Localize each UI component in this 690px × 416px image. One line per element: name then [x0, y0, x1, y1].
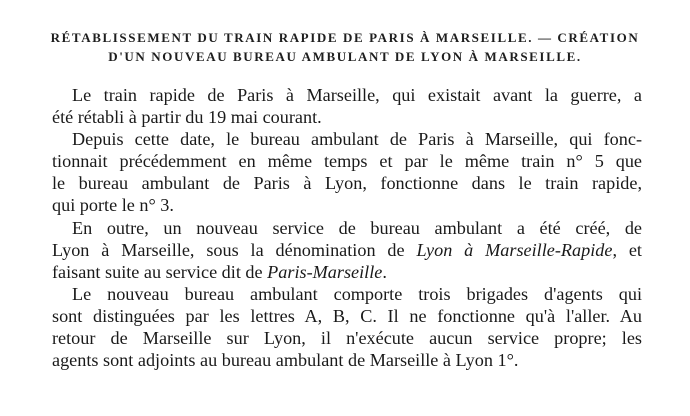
paragraph-3-line-3: [52, 261, 642, 283]
paragraph-4-line-4: agents sont adjoints au bureau ambulant de Marseille à Lyon 1°.: [52, 350, 519, 371]
paragraph-4-line-3: retour de Marseille sur Lyon, il n'exécute aucun service propre; les: [52, 328, 642, 349]
paragraph-3-line-2-text: Lyon à Marseille, sous la dénomination de: [52, 239, 417, 260]
paragraph-3-line-3-end: .: [382, 261, 387, 282]
paragraph-3-line-2-end: , et: [612, 239, 642, 260]
italic-service-paris-marseille: Paris-Marseille: [267, 261, 383, 282]
paragraph-2-line-2: tionnait précédemment en même temps et par le même train n° 5 que: [52, 151, 642, 172]
paragraph-3-line-3-text: faisant suite au service dit de: [52, 261, 268, 282]
paragraph-2-line-3: le bureau ambulant de Paris à Lyon, fonctionne dans le train rapide,: [52, 173, 642, 194]
paragraph-4-line-2: sont distinguées par les lettres A, B, C. Il ne fonctionne qu'à l'aller. Au: [52, 305, 642, 326]
italic-service-name: Lyon à Marseille-Rapide: [416, 239, 613, 260]
heading-line-1: RÉTABLISSEMENT DU TRAIN RAPIDE DE PARIS À MARSEILLE. — CRÉATION: [50, 30, 640, 45]
paragraph-2-line-4: qui porte le n° 3.: [52, 195, 174, 216]
paragraph-3-line-2: [52, 239, 642, 261]
paragraph-2-line-1: Depuis cette date, le bureau ambulant de Paris à Marseille, qui fonc-: [72, 129, 642, 150]
heading-line-2: D'UN NOUVEAU BUREAU AMBULANT DE LYON À MARSEILLE.: [108, 49, 582, 64]
paragraph-4-line-1: Le nouveau bureau ambulant comporte trois brigades d'agents qui: [72, 283, 642, 304]
paragraph-1-line-1: Le train rapide de Paris à Marseille, qui existait avant la guerre, a: [72, 85, 642, 105]
body-text: [52, 84, 642, 371]
paragraph-3-line-1: En outre, un nouveau service de bureau ambulant a été créé, de: [72, 217, 642, 238]
paragraph-1-line-2: été rétabli à partir du 19 mai courant.: [52, 107, 322, 128]
